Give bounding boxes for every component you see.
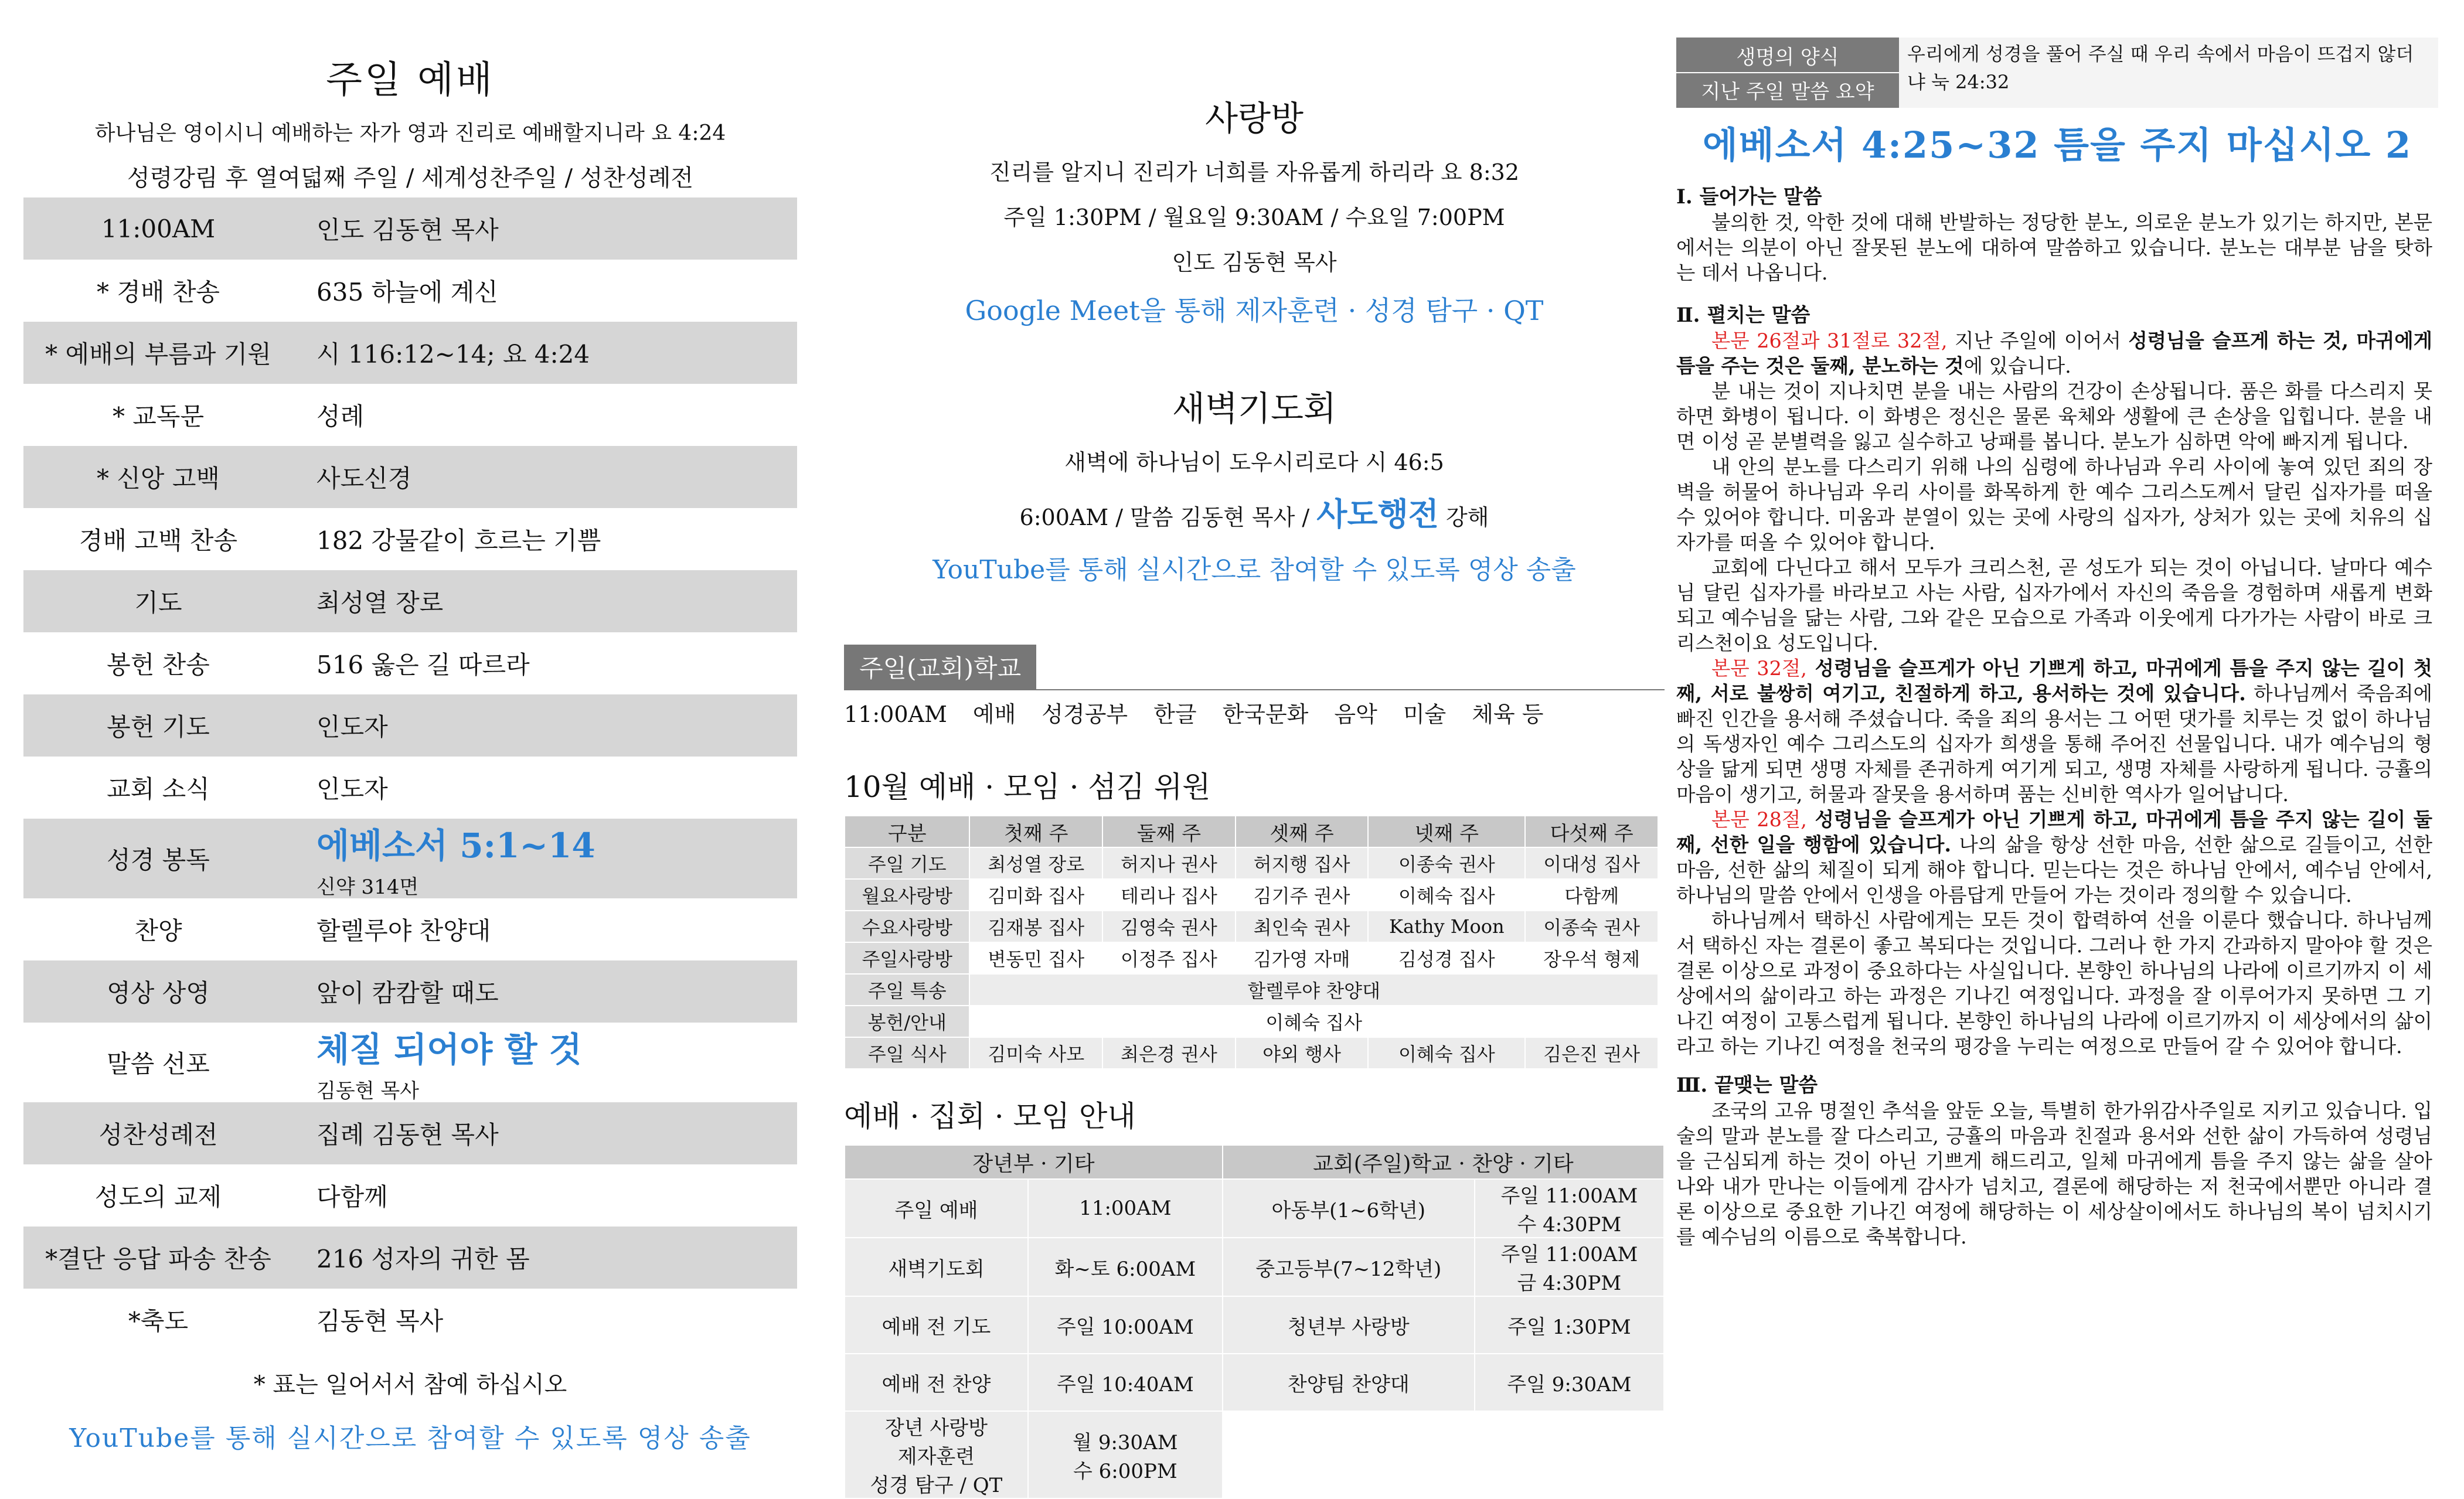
school-item: 음악 — [1334, 701, 1377, 727]
time-line: 주일 11:00AM — [1500, 1243, 1638, 1266]
scripture-reading: 에베소서 5:1~14 — [316, 825, 595, 866]
order-label: * 경배 찬송 — [97, 278, 220, 306]
section-heading: Ⅰ. 들어가는 말씀 — [1676, 185, 1822, 209]
table-cell: 김기주 권사 — [1236, 879, 1369, 911]
committee-table — [844, 815, 1659, 1069]
time-line: 주일 11:00AM — [1500, 1184, 1638, 1208]
order-of-worship — [23, 197, 797, 1351]
text-span: 하나님께서 죽음죄에 빠진 인간을 용서해 주셨습니다. 죽을 죄의 용서는 그 어떤 댓가를 치루는 것 없이 하나님의 독생자인 예수 그리스도의 십자가 희생을 통해 주어진 선물입니다. 내가 예수님의 형상을 닮게 되면 생명 자체를 존귀하게 여기게 되고, 생명 자체를 사랑하게 됩니다. 긍휼의 마음이 생기고, 허물과 잘못을 용서하며 품는 신비한 역사가 일어납니다. — [1676, 682, 2433, 806]
table-row — [845, 847, 1658, 879]
table-cell: 이혜숙 집사 — [969, 1006, 1658, 1037]
table-cell: 주일 기도 — [845, 847, 969, 879]
sermon-tag-title: 생명의 양식 — [1736, 46, 1839, 69]
table-cell: 월요사랑방 — [845, 879, 969, 911]
order-label: 봉헌 기도 — [107, 713, 210, 741]
table-cell: 최인숙 권사 — [1236, 911, 1369, 942]
text-span: 지난 주일에 이어서 — [1947, 329, 2129, 352]
school-item: 성경공부 — [1042, 701, 1128, 727]
table-cell: 이정주 집사 — [1102, 942, 1236, 974]
time-line: 금 4:30PM — [1517, 1272, 1622, 1295]
order-row — [23, 1102, 797, 1164]
order-value: 김동현 목사 — [316, 1307, 444, 1336]
table-row — [845, 879, 1658, 911]
table-row — [845, 1411, 1664, 1498]
order-label: 봉헌 찬송 — [107, 650, 210, 679]
order-label: * 교독문 — [112, 402, 205, 431]
order-row — [23, 1227, 797, 1289]
table-cell: 주일 특송 — [845, 974, 969, 1006]
table-cell: 주일 1:30PM — [1475, 1296, 1664, 1354]
order-row — [23, 757, 797, 819]
table-cell: 주일 10:40AM — [1028, 1354, 1223, 1411]
table-cell: 야외 행사 — [1236, 1037, 1369, 1069]
sermon-header — [1676, 38, 2438, 108]
youtube-notice: YouTube를 통해 실시간으로 참여할 수 있도록 영상 송출 — [69, 1423, 751, 1453]
order-label: * 신앙 고백 — [97, 464, 220, 493]
table-cell: 주일 예배 — [845, 1179, 1028, 1238]
scripture-page: 신약 314면 — [316, 875, 419, 899]
table-cell: 주일 9:30AM — [1475, 1354, 1664, 1411]
order-label: 교회 소식 — [107, 775, 210, 803]
google-meet-notice: Google Meet을 통해 제자훈련 · 성경 탐구 · QT — [965, 295, 1544, 326]
order-value: 인도자 — [316, 713, 388, 741]
guide-table — [844, 1144, 1665, 1499]
order-value: 할렐루야 찬양대 — [316, 917, 491, 945]
order-row — [23, 197, 797, 260]
section-heading: Ⅱ. 펼치는 말씀 — [1676, 304, 1810, 327]
worship-title: 주일 예배 — [326, 59, 495, 102]
table-cell: 화~토 6:00AM — [1028, 1238, 1223, 1296]
order-label: *축도 — [128, 1307, 189, 1336]
sarangbang-times: 주일 1:30PM / 월요일 9:30AM / 수요일 7:00PM — [1003, 205, 1505, 230]
table-cell: 최은경 권사 — [1102, 1037, 1236, 1069]
school-tag: 주일(교회)학교 — [844, 645, 1036, 689]
order-row — [23, 384, 797, 446]
emphasis: 성령님을 슬프게가 아닌 기쁘게 하고, 마귀에게 틈을 주지 않는 길이 첫째, 서로 불쌍히 여기고, 친절하게 하고, 용서하는 것에 있습니다. — [1676, 657, 2432, 705]
order-label: 경배 고백 찬송 — [79, 526, 238, 555]
table-cell: 이대성 집사 — [1525, 847, 1658, 879]
cell-line: 제자훈련 — [897, 1445, 975, 1469]
order-label: * 예배의 부름과 기원 — [45, 340, 271, 369]
table-row — [845, 1296, 1664, 1354]
time-line: 수 4:30PM — [1517, 1213, 1622, 1236]
paragraph: 하나님께서 택하신 사람에게는 모든 것이 합력하여 선을 이룬다 했습니다. 하나님께서 택하신 자는 결론이 좋고 복되다는 것입니다. 그러나 한 가지 간과하지 말아야 할 것은 결론 이상으로 과정이 중요하다는 사실입니다. 본향인 하나님의 나라에 이르기까지 이 세상에서의 삶이라고 하는 과정은 기나긴 여정입니다. 과정을 잘 이루어가지 못하면 그 기나긴 여정이 고통스럽게 됩니다. 본향인 하나님의 나라에 이르기까지 이 세상에서의 삶이라고 하는 기나긴 여정을 천국의 평강을 누리는 여정으로 만들어 갈 수 있어야 합니다. — [1676, 909, 2432, 1058]
table-cell: 변동민 집사 — [969, 942, 1102, 974]
order-row — [23, 260, 797, 322]
table-row — [845, 974, 1658, 1006]
dawn-youtube-notice: YouTube를 통해 실시간으로 참여할 수 있도록 영상 송출 — [932, 555, 1576, 585]
school-item: 체육 등 — [1472, 701, 1544, 727]
school-item: 예배 — [972, 701, 1016, 727]
cell-line: 성경 탐구 / QT — [870, 1474, 1003, 1497]
order-value: 앞이 캄캄할 때도 — [316, 979, 499, 1007]
table-cell: 김성경 집사 — [1368, 942, 1525, 974]
order-row — [23, 960, 797, 1023]
table-cell: 김미숙 사모 — [969, 1037, 1102, 1069]
sermon-title: 체질 되어야 할 것 — [316, 1029, 582, 1069]
order-value: 216 성자의 귀한 몸 — [316, 1245, 530, 1273]
order-row — [23, 570, 797, 632]
table-cell: 수요사랑방 — [845, 911, 969, 942]
table-cell — [1028, 1411, 1223, 1498]
table-cell: 장우석 형제 — [1525, 942, 1658, 974]
table-cell: 김재봉 집사 — [969, 911, 1102, 942]
table-cell: 이혜숙 집사 — [1368, 1037, 1525, 1069]
table-cell: 김가영 자매 — [1236, 942, 1369, 974]
school-item: 한글 — [1153, 701, 1197, 727]
sermon-quote: 우리에게 성경을 풀어 주실 때 우리 속에서 마음이 뜨겁지 않더냐 눅 24:32 — [1899, 38, 2438, 108]
paragraph — [1676, 807, 2432, 908]
order-row — [23, 446, 797, 508]
table-row — [845, 1354, 1664, 1411]
order-label: 찬양 — [134, 917, 182, 945]
table-cell: 새벽기도회 — [845, 1238, 1028, 1296]
order-row — [23, 1023, 797, 1102]
dawn-book: 사도행전 — [1316, 495, 1439, 533]
worship-subtitle: 성령강림 후 열여덟째 주일 / 세계성찬주일 / 성찬성례전 — [127, 165, 694, 192]
paragraph: 분 내는 것이 지나치면 분을 내는 사람의 건강이 손상됩니다. 품은 화를 다스리지 못하면 화병이 됩니다. 이 화병은 정신은 물론 육체와 생활에 큰 손상을 입힙니다. 분을 내면 이성 곧 분별력을 잃고 실수하고 낭패를 봅니다. 분노가 심하면 악에 빠지게 됩니다. — [1676, 380, 2432, 453]
table-cell: 다함께 — [1525, 879, 1658, 911]
order-value: 집례 김동현 목사 — [316, 1120, 499, 1149]
table-header: 첫째 주 — [969, 816, 1102, 847]
table-row — [845, 942, 1658, 974]
empty-cell — [1223, 1411, 1475, 1498]
order-row — [23, 1164, 797, 1227]
sermon-body — [1676, 185, 2438, 1249]
order-label: 영상 상영 — [107, 979, 210, 1007]
preacher: 김동현 목사 — [316, 1079, 420, 1103]
guide-title: 예배 · 집회 · 모임 안내 — [844, 1099, 1136, 1133]
dawn-prayer-title: 새벽기도회 — [1172, 389, 1337, 428]
sarangbang-leader: 인도 김동현 목사 — [1172, 250, 1337, 275]
order-value: 635 하늘에 계신 — [316, 278, 498, 306]
text-span: 나의 삶을 항상 선한 마음, 선한 삶으로 길들이고, 선한 마음, 선한 삶의 체질이 되게 해야 합니다. 믿는다는 것은 하나님 안에서, 예수님 안에서, 하나님의 말씀 안에서 인생을 아름답게 만들어 가는 것이라 정의할 수 있습니다. — [1676, 833, 2433, 907]
cell-line: 수 6:00PM — [1073, 1459, 1177, 1483]
table-cell: 이종숙 권사 — [1525, 911, 1658, 942]
meetings-column — [844, 0, 1665, 1497]
order-value: 사도신경 — [316, 464, 412, 493]
verse-ref: 본문 28절, — [1711, 808, 1807, 831]
order-value: 시 116:12~14; 요 4:24 — [316, 340, 590, 369]
text-span: 에 있습니다. — [1963, 355, 2071, 377]
cell-line: 장년 사랑방 — [884, 1416, 988, 1440]
table-cell: 찬양팀 찬양대 — [1223, 1354, 1475, 1411]
table-header: 셋째 주 — [1236, 816, 1369, 847]
standing-note: * 표는 일어서서 참예 하십시오 — [253, 1371, 567, 1398]
table-row — [845, 1238, 1664, 1296]
sermon-tag — [1676, 38, 1899, 108]
table-cell: Kathy Moon — [1368, 911, 1525, 942]
worship-column — [23, 0, 797, 1494]
dawn-time-prefix: 6:00AM / 말씀 김동현 목사 / — [1019, 505, 1310, 530]
sermon-tag-subtitle: 지난 주일 말씀 요약 — [1676, 72, 1899, 104]
table-cell: 허지행 집사 — [1236, 847, 1369, 879]
order-row — [23, 1289, 797, 1351]
order-row — [23, 632, 797, 694]
table-cell: 최성열 장로 — [969, 847, 1102, 879]
table-cell: 예배 전 기도 — [845, 1296, 1028, 1354]
worship-verse: 하나님은 영이시니 예배하는 자가 영과 진리로 예배할지니라 요 4:24 — [94, 121, 726, 145]
table-header: 교회(주일)학교 · 찬양 · 기타 — [1223, 1145, 1664, 1179]
dawn-time — [844, 489, 1665, 534]
table-cell — [845, 1411, 1028, 1498]
order-value: 인도 김동현 목사 — [316, 216, 499, 244]
table-row — [845, 911, 1658, 942]
table-cell: 주일사랑방 — [845, 942, 969, 974]
sarangbang-title: 사랑방 — [1204, 98, 1304, 138]
order-value: 인도자 — [316, 775, 388, 803]
order-label: 11:00AM — [101, 214, 216, 243]
table-header: 넷째 주 — [1368, 816, 1525, 847]
paragraph: 교회에 다닌다고 해서 모두가 크리스천, 곧 성도가 되는 것이 아닙니다. 날마다 예수님 달린 십자가를 바라보고 사는 사람, 십자가에서 자신의 죽음을 경험하며 새롭게 변화되고 예수님을 닮는 사람, 그와 같은 모습으로 가족과 이웃에게 다가가는 사람이 바로 크리스천이요 성도입니다. — [1676, 556, 2432, 655]
table-header-row — [845, 1145, 1664, 1179]
order-value: 성례 — [316, 402, 365, 431]
order-label: 기도 — [134, 588, 182, 617]
table-cell: 테리나 집사 — [1102, 879, 1236, 911]
table-header-row — [845, 816, 1658, 847]
paragraph: 불의한 것, 악한 것에 대해 반발하는 정당한 분노, 의로운 분노가 있기는 하지만, 본문에서는 의분이 아닌 잘못된 분노에 대하여 말씀하고 있습니다. 분노는 대부분 남을 탓하는 데서 나옵니다. — [1676, 211, 2432, 284]
order-row — [23, 819, 797, 898]
table-row — [845, 1006, 1658, 1037]
order-label: 성경 봉독 — [107, 846, 210, 874]
emphasis: 성령님을 슬프게 하는 것, 마귀에게 틈을 주는 것은 둘째, 분노하는 것 — [1676, 329, 2432, 377]
table-cell: 예배 전 찬양 — [845, 1354, 1028, 1411]
table-cell: 김은진 권사 — [1525, 1037, 1658, 1069]
table-cell: 주일 10:00AM — [1028, 1296, 1223, 1354]
table-cell: 중고등부(7~12학년) — [1223, 1238, 1475, 1296]
verse-ref: 본문 26절과 31절로 32절, — [1711, 329, 1948, 352]
table-row — [845, 1179, 1664, 1238]
table-cell: 할렐루야 찬양대 — [969, 974, 1658, 1006]
table-cell: 청년부 사랑방 — [1223, 1296, 1475, 1354]
table-cell: 이종숙 권사 — [1368, 847, 1525, 879]
cell-line: 월 9:30AM — [1073, 1430, 1178, 1454]
order-value: 182 강물같이 흐르는 기쁨 — [316, 526, 601, 555]
table-cell: 봉헌/안내 — [845, 1006, 969, 1037]
paragraph: 조국의 고유 명절인 추석을 앞둔 오늘, 특별히 한가위감사주일로 지키고 있습니다. 입술의 말과 분노를 잘 다스리고, 긍휼의 마음과 친절과 용서와 선한 삶이 가득하여 성령님을 근심되게 하는 것이 아닌 기쁘게 해드리고, 일체 마귀에게 틈을 주지 않는 삶을 살아 나와 내가 만나는 이들에게 감사가 넘치고, 결론에 해당하는 저 천국에서뿐만 아니라 결론 이상으로 중요한 기나긴 여정에 해당하는 이 세상살이에서도 하나님의 복이 넘치시기를 예수님의 이름으로 축복합니다. — [1676, 1099, 2432, 1248]
order-value: 최성열 장로 — [316, 588, 444, 617]
order-label: 말씀 선포 — [107, 1050, 210, 1078]
order-value: 다함께 — [316, 1183, 388, 1211]
table-cell: 아동부(1~6학년) — [1223, 1179, 1475, 1238]
dawn-verse: 새벽에 하나님이 도우시리로다 시 46:5 — [1064, 449, 1444, 475]
table-cell: 주일 식사 — [845, 1037, 969, 1069]
table-cell — [1475, 1238, 1664, 1296]
table-header: 둘째 주 — [1102, 816, 1236, 847]
table-header: 다섯째 주 — [1525, 816, 1658, 847]
table-cell — [1475, 1179, 1664, 1238]
sarangbang-verse: 진리를 알지니 진리가 너희를 자유롭게 하리라 요 8:32 — [989, 159, 1520, 185]
committee-title: 10월 예배 · 모임 · 섬김 위원 — [844, 770, 1211, 804]
order-label: *결단 응답 파송 찬송 — [45, 1245, 271, 1273]
table-cell: 김미화 집사 — [969, 879, 1102, 911]
emphasis: 성령님을 슬프게가 아닌 기쁘게 하고, 마귀에게 틈을 주지 않는 길이 둘째, 선한 일을 행함에 있습니다. — [1676, 808, 2432, 856]
paragraph: 내 안의 분노를 다스리기 위해 나의 심령에 하나님과 우리 사이에 놓여 있던 죄의 장벽을 허물어 하나님과 우리 사이를 화목하게 한 예수 그리스도께서 달린 십자가를 떠올 수 있어야 합니다. 미움과 분열이 있는 곳에 사랑의 십자가, 상처가 있는 곳에 치유의 십자가를 떠올 수 있어야 합니다. — [1676, 455, 2432, 554]
table-cell: 이혜숙 집사 — [1368, 879, 1525, 911]
table-header: 장년부 · 기타 — [845, 1145, 1223, 1179]
school-item: 미술 — [1403, 701, 1447, 727]
school-item: 11:00AM — [844, 701, 947, 727]
order-row — [23, 694, 797, 757]
table-row — [845, 1037, 1658, 1069]
dawn-time-suffix: 강해 — [1446, 505, 1489, 530]
order-row — [23, 898, 797, 960]
table-header: 구분 — [845, 816, 969, 847]
table-cell: 11:00AM — [1028, 1179, 1223, 1238]
school-item: 한국문화 — [1222, 701, 1309, 727]
sermon-summary-title: 에베소서 4:25~32 틈을 주지 마십시오 2 — [1702, 124, 2412, 166]
order-label: 성도의 교제 — [94, 1183, 222, 1211]
order-row — [23, 508, 797, 570]
order-row — [23, 322, 797, 384]
order-label: 성찬성례전 — [98, 1120, 218, 1149]
section-heading: Ⅲ. 끝맺는 말씀 — [1676, 1074, 1818, 1097]
empty-cell — [1475, 1411, 1664, 1498]
paragraph — [1676, 656, 2432, 807]
paragraph — [1676, 328, 2432, 379]
table-cell: 김영숙 권사 — [1102, 911, 1236, 942]
school-schedule — [844, 696, 1665, 728]
table-cell: 허지나 권사 — [1102, 847, 1236, 879]
order-value: 516 옳은 길 따르라 — [316, 650, 530, 679]
verse-ref: 본문 32절, — [1711, 657, 1807, 680]
sermon-column — [1676, 0, 2438, 1494]
school-section — [844, 645, 1665, 728]
